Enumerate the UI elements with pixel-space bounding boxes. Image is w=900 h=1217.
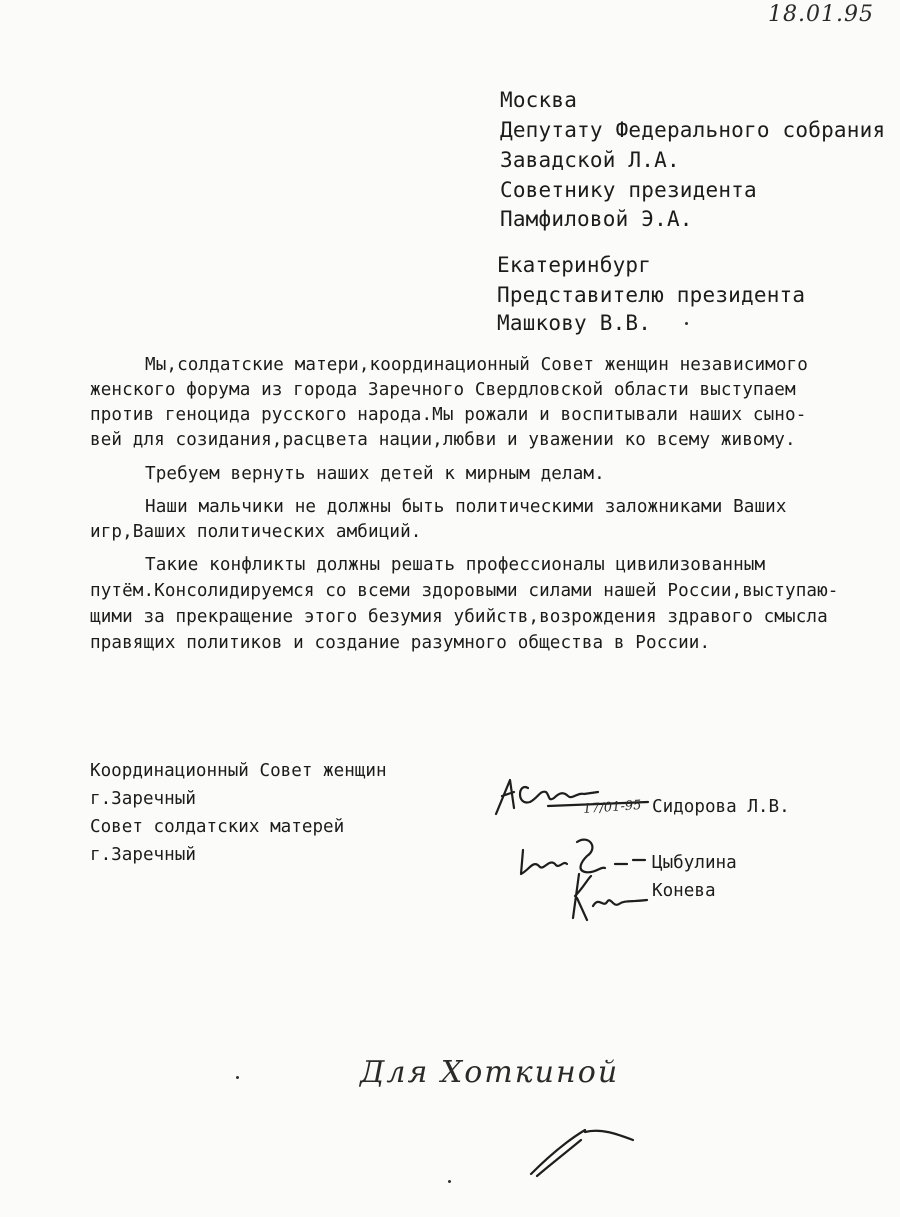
addressee-line: Машкову В.В. (497, 311, 652, 335)
body-line: вей для созидания,расцвета нации,любви и уважении ко всему живому. (90, 430, 796, 450)
body-line: игр,Ваших политических амбиций. (90, 522, 422, 542)
body-line: путём.Консолидируемся со всеми здоровыми силами нашей России,выступаю- (90, 581, 839, 601)
body-line: Требуем вернуть наших детей к мирным делам. (145, 464, 605, 484)
sender-line: г.Заречный (90, 845, 196, 865)
addressee-line: Представителю президента (497, 283, 806, 307)
body-line: женского форума из города Заречного Свердловской области выступаем (90, 380, 796, 400)
sender-line: Координационный Совет женщин (90, 761, 387, 781)
addressee-line: Завадской Л.А. (500, 148, 680, 172)
signature-date: 17/01-95 (582, 797, 642, 818)
body-line: Наши мальчики не должны быть политическими заложниками Ваших (145, 497, 787, 517)
addressee-line: Депутату Федерального собрания (500, 118, 886, 142)
addressee-city-moscow: Москва (500, 88, 578, 112)
handwritten-date: 18.01.95 (768, 2, 874, 27)
body-line: Такие конфликты должны решать профессионалы цивилизованным (145, 555, 766, 575)
sender-line: г.Заречный (90, 789, 196, 809)
addressee-line: Памфиловой Э.А. (500, 207, 693, 231)
body-line: щими за прекращение этого безумия убийств,возрождения здравого смысла (90, 607, 828, 627)
initials-scribble (525, 1120, 645, 1180)
body-line: Мы,солдатские матери,координационный Совет женщин независимого (145, 355, 808, 375)
signature-koneva (565, 866, 655, 926)
addressee-city-ekaterinburg: Екатеринбург (497, 253, 652, 277)
addressee-line: Советнику президента (500, 178, 757, 202)
handwritten-note: Для Хоткиной (360, 1055, 620, 1090)
sender-line: Совет солдатских матерей (90, 817, 345, 837)
signer-name: Цыбулина (652, 853, 737, 873)
scan-speck (448, 1180, 451, 1183)
signer-name: Сидорова Л.В. (652, 797, 790, 817)
scan-speck (236, 1076, 239, 1079)
scan-speck (685, 322, 688, 325)
body-line: правящих политиков и создание разумного общества в России. (90, 633, 711, 653)
signature-sidorova (488, 762, 658, 832)
signer-name: Конева (652, 881, 716, 901)
body-line: против геноцида русского народа.Мы рожали и воспитывали наших сыно- (90, 405, 807, 425)
